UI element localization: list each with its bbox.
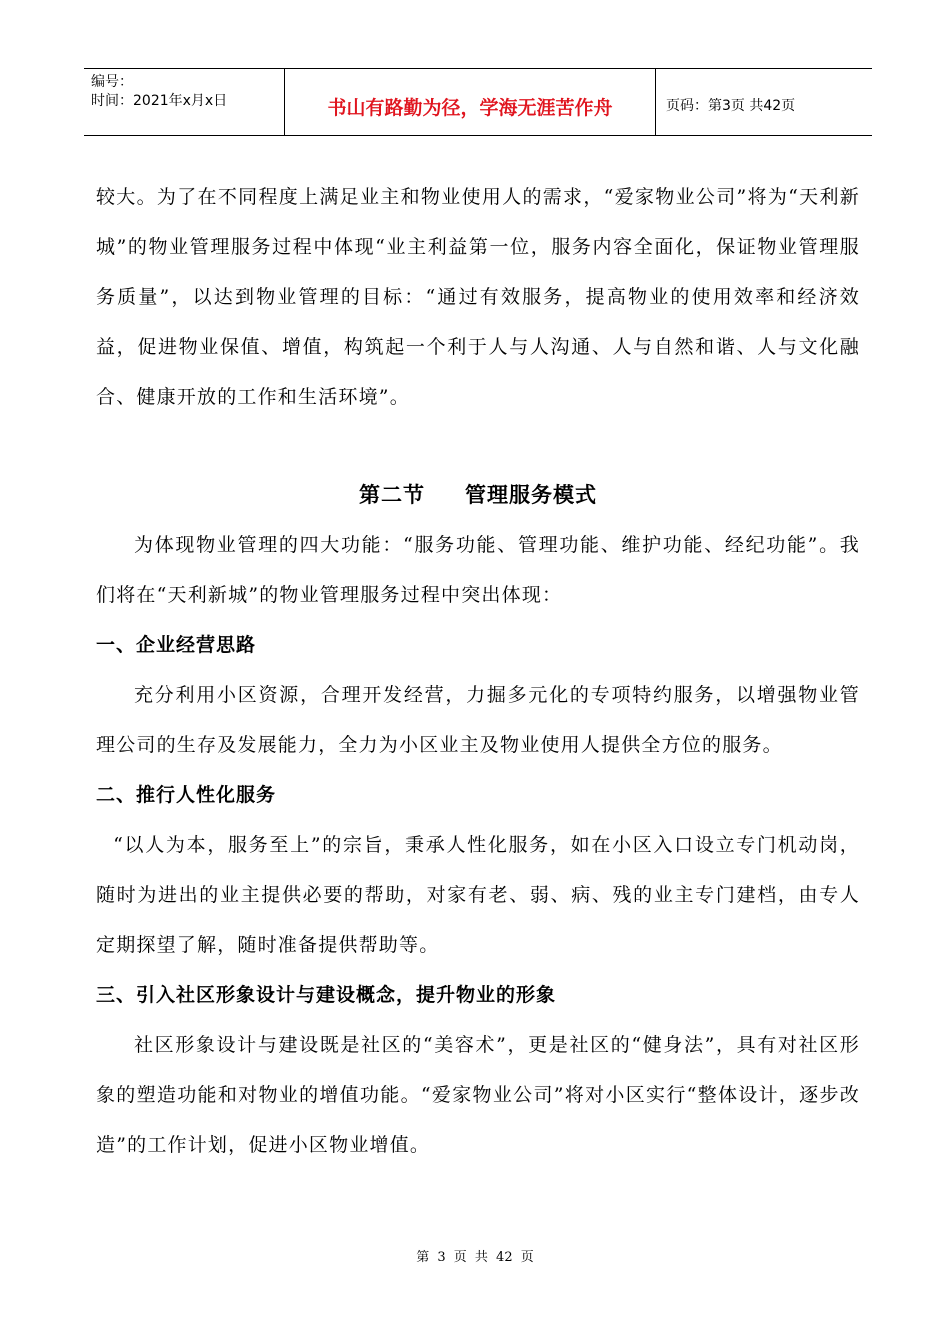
header-meta	[84, 69, 285, 135]
intro-paragraph: 较大。为了在不同程度上满足业主和物业使用人的需求，“爱家物业公司”将为“天利新城”的物业管理服务过程中体现“业主利益第一位，服务内容全面化，保证物业管理服务质量”，以达到物业管理的目标：“通过有效服务，提高物业的使用效率和经济效益，促进物业保值、增值，构筑起一个利于人与人沟通、人与自然和谐、人与文化融合、健康开放的工作和生活环境”。	[96, 186, 860, 408]
document-number-label: 编号：	[91, 74, 133, 90]
section-name: 管理服务模式	[465, 483, 597, 507]
header-page-label: 页码：第3页 共42页	[666, 98, 796, 114]
business-strategy-paragraph: 充分利用小区资源，合理开发经营，力掘多元化的专项特约服务，以增强物业管理公司的生存及发展能力，全力为小区业主及物业使用人提供全方位的服务。	[96, 684, 860, 756]
section-title	[96, 470, 860, 520]
functions-paragraph: 为体现物业管理的四大功能：“服务功能、管理功能、维护功能、经纪功能”。我们将在“天利新城”的物业管理服务过程中突出体现：	[96, 534, 860, 606]
document-time-label: 时间：2021年x月x日	[91, 93, 228, 109]
page-footer: 第 3 页 共 42 页	[416, 1250, 534, 1265]
humanized-service-paragraph: “以人为本，服务至上”的宗旨，秉承人性化服务，如在小区入口设立专门机动岗，随时为进出的业主提供必要的帮助，对家有老、弱、病、残的业主专门建档，由专人定期探望了解，随时准备提供帮助等。	[96, 834, 860, 956]
document-body	[96, 172, 860, 1170]
header-motto: 书山有路勤为径，学海无涯苦作舟	[285, 69, 656, 135]
subheading-humanized-service: 二、推行人性化服务	[96, 784, 277, 806]
section-number: 第二节	[359, 483, 425, 507]
page-header	[84, 68, 872, 136]
community-image-paragraph: 社区形象设计与建设既是社区的“美容术”，更是社区的“健身法”，具有对社区形象的塑造功能和对物业的增值功能。“爱家物业公司”将对小区实行“整体设计，逐步改造”的工作计划，促进小区物业增值。	[96, 1034, 860, 1156]
subheading-community-image: 三、引入社区形象设计与建设概念，提升物业的形象	[96, 984, 557, 1006]
subheading-business-strategy: 一、企业经营思路	[96, 634, 257, 656]
